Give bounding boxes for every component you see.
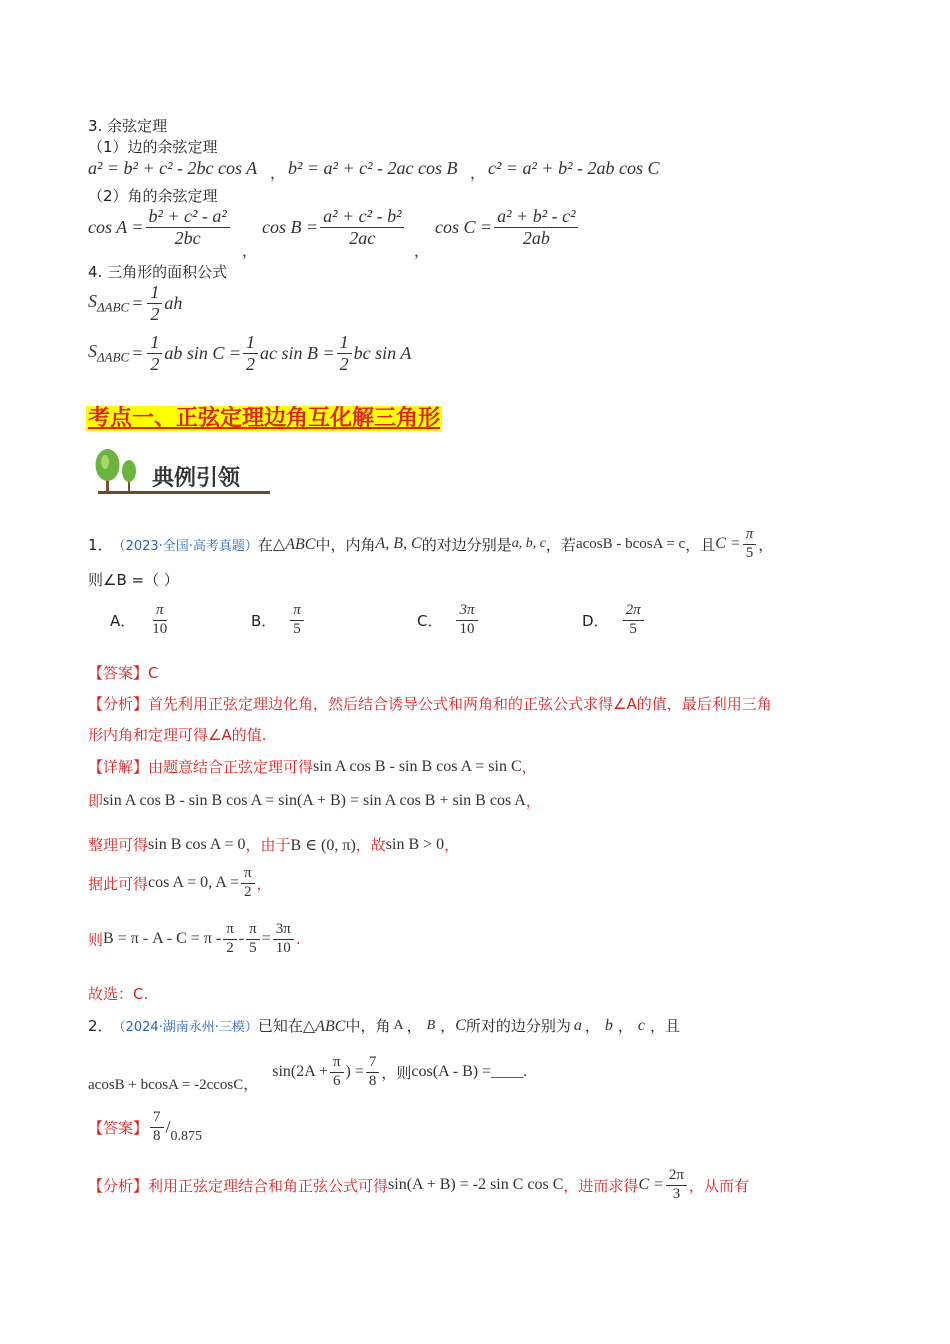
option-numerator: 3π	[456, 603, 477, 621]
detail-math: sin A cos B - sin B cos A = sin(A + B) = sin A cos B + sin B cos A	[103, 791, 526, 809]
q1-detail-line-5	[88, 922, 301, 957]
detail-fraction	[246, 922, 260, 957]
half-denominator: 2	[339, 353, 349, 374]
q2-text-4: 所对的边分别为	[465, 1017, 571, 1035]
analysis-tag: 【分析】	[88, 1176, 149, 1195]
q1-option-a[interactable]	[110, 603, 172, 638]
separator-comma: ，	[470, 164, 486, 182]
half-fraction	[243, 333, 258, 374]
cosine-law-equation-a: a² = b² + c² - 2bc cos A	[88, 158, 258, 178]
analysis-tag: 【分析】	[88, 695, 149, 713]
option-fraction	[290, 603, 304, 638]
section-3-title: 3. 余弦定理	[88, 117, 168, 135]
area-s: S	[88, 341, 97, 362]
q1-c-fraction	[743, 527, 757, 562]
option-numerator: π	[153, 603, 167, 621]
option-numerator: 2π	[623, 603, 644, 621]
detail-end: ，	[525, 792, 541, 810]
answer-fraction	[150, 1110, 164, 1145]
detail-end: ，	[444, 836, 460, 854]
cosA-denominator: 2bc	[174, 227, 201, 248]
detail-denominator: 10	[275, 939, 291, 956]
detail-fraction	[223, 922, 237, 957]
q1-text-3: 的对边分别是	[421, 535, 512, 554]
q2-denominator: 6	[332, 1072, 341, 1089]
half-numerator: 1	[147, 283, 162, 304]
q1-number: 1．	[88, 535, 113, 554]
analysis-text: 利用正弦定理结合和角正弦公式可得	[148, 1176, 389, 1195]
q2-triangle: △ABC	[302, 1017, 346, 1035]
detail-equals: =	[261, 930, 271, 948]
q1-text-6: ，	[758, 535, 774, 554]
q2-condition-2-post: ) =	[345, 1063, 364, 1080]
answer-tag: 【答案】	[88, 664, 149, 682]
q1-c-numerator: π	[743, 527, 757, 545]
detail-text: 则	[88, 930, 104, 949]
half-denominator: 2	[150, 303, 160, 324]
cosC-denominator: 2ab	[522, 227, 550, 248]
q2-numerator: π	[330, 1055, 344, 1073]
q2-text-2: 中，角	[345, 1017, 391, 1035]
q2-side-b: b	[604, 1016, 613, 1034]
q2-answer	[88, 1110, 202, 1145]
q2-source: （2024·湖南永州·三模）	[112, 1020, 258, 1035]
detail-text: 整理可得	[88, 836, 149, 854]
q1-source: （2023·全国·高考真题）	[112, 538, 258, 554]
q1-c-denominator: 5	[745, 544, 754, 561]
q1-text-4: ，若	[545, 535, 576, 554]
half-fraction	[147, 283, 162, 324]
half-numerator: 1	[147, 333, 162, 354]
area2-part-c: bc sin A	[353, 342, 412, 363]
q2-dot: .	[523, 1063, 528, 1080]
option-denominator: 5	[293, 620, 301, 637]
q2-text-3: ，	[440, 1017, 456, 1035]
detail-math: B ∈ (0, π)	[290, 836, 356, 854]
detail-fraction	[273, 922, 294, 957]
analysis-math: sin(A + B) = -2 sin C cos C	[388, 1176, 564, 1194]
q2-sep: ，	[406, 1017, 422, 1035]
section-4-title: 4. 三角形的面积公式	[88, 263, 228, 281]
cosA-lhs: cos A =	[88, 216, 144, 237]
answer-slash: /	[165, 1116, 171, 1137]
analysis-denominator: 3	[672, 1185, 681, 1202]
q1-choose: 故选：C.	[88, 985, 149, 1003]
topic-heading-text: 考点一、正弦定理边角互化解三角形	[88, 406, 441, 431]
cosB-fraction	[320, 207, 404, 248]
detail-end: ，	[256, 874, 272, 893]
half-denominator: 2	[246, 353, 256, 374]
q2-number: 2．	[88, 1017, 113, 1035]
detail-text: 由题意结合正弦定理可得	[148, 758, 314, 776]
option-letter: A．	[110, 611, 136, 630]
area-formula-2	[88, 333, 411, 374]
q2-condition-1: acosB + bcosA = -2ccosC	[88, 1077, 244, 1093]
subsection-side-cosine: （1）边的余弦定理	[88, 138, 218, 156]
q2-conditions	[88, 1050, 527, 1094]
detail-math: sin B > 0	[385, 835, 445, 853]
option-letter: C．	[417, 611, 443, 630]
q1-detail-line-2	[88, 790, 541, 811]
area-subscript: ΔABC	[97, 299, 130, 315]
q1-triangle: △ABC	[272, 536, 316, 554]
detail-text: ，由于	[245, 836, 291, 854]
q2-sep: ，	[584, 1017, 600, 1035]
separator-comma: ，	[414, 242, 430, 260]
q2-denominator: 8	[368, 1072, 377, 1089]
area2-part-b: ac sin B =	[260, 342, 335, 363]
area-symbol	[88, 341, 129, 366]
cosine-law-equation-c: c² = a² + b² - 2ab cos C	[488, 158, 660, 178]
analysis-text: 首先利用正弦定理边化角，然后结合诱导公式和两角和的正弦公式求得∠A的值，最后利用三角	[148, 695, 772, 713]
area-formula-1	[88, 283, 182, 324]
area-subscript: ΔABC	[97, 349, 130, 365]
badge-title: 典例引领	[152, 466, 241, 491]
equals-sign: =	[131, 342, 144, 363]
q1-c-lhs: C =	[715, 535, 741, 553]
q1-option-c[interactable]	[417, 603, 480, 638]
option-denominator: 10	[152, 620, 168, 637]
detail-end: .	[295, 930, 301, 949]
q2-pi-over-6	[330, 1055, 344, 1090]
detail-numerator: π	[223, 922, 237, 940]
detail-math: sin A cos B - sin B cos A = sin C	[313, 757, 522, 775]
answer-value: C	[148, 664, 159, 682]
detail-denominator: 2	[226, 939, 234, 956]
q2-sep: ，	[617, 1017, 633, 1035]
cosA-numerator: b² + c² - a²	[146, 207, 230, 228]
q1-text-1: 在	[257, 535, 273, 554]
cosA-fraction	[146, 207, 230, 248]
q1-analysis	[88, 693, 772, 714]
detail-numerator: π	[241, 866, 255, 884]
q1-text-2: 中，内角	[315, 535, 376, 554]
detail-denominator: 2	[244, 883, 252, 900]
q2-stem	[88, 1015, 680, 1036]
q1-text-5: ，且	[685, 535, 716, 554]
half-denominator: 2	[150, 353, 160, 374]
separator-comma: ，	[242, 242, 258, 260]
q2-text-6: ，则	[381, 1063, 412, 1082]
answer-numerator: 7	[150, 1110, 164, 1128]
q1-detail-line-3	[88, 834, 459, 855]
separator-comma: ，	[270, 164, 286, 182]
analysis-c: C =	[638, 1176, 664, 1194]
cosB-numerator: a² + c² - b²	[320, 207, 404, 228]
detail-math: sin B cos A = 0	[148, 835, 246, 853]
area-symbol	[88, 291, 129, 316]
q2-ask: cos(A - B) =	[411, 1063, 492, 1080]
q1-stem-line-2: 则∠B =（ ）	[88, 571, 179, 589]
answer-decimal: 0.875	[170, 1128, 203, 1144]
q1-condition: acosB - bcosA = c	[575, 535, 686, 552]
cosC-lhs: cos C =	[435, 216, 493, 237]
q2-numerator: 7	[366, 1055, 380, 1073]
q2-angle-b: B	[426, 1017, 436, 1033]
tree-highlight	[101, 455, 109, 469]
option-numerator: π	[290, 603, 304, 621]
q2-blank[interactable]: ____	[491, 1063, 524, 1080]
cosB-lhs: cos B =	[262, 216, 319, 237]
q2-side-a: a	[573, 1016, 582, 1034]
half-fraction	[147, 333, 162, 374]
half-fraction	[337, 333, 352, 374]
q1-angles: A, B, C	[375, 535, 422, 553]
detail-tag: 【详解】	[88, 758, 149, 776]
option-letter: D．	[582, 611, 609, 630]
cosC-fraction	[494, 207, 578, 248]
area2-part-a: ab sin C =	[164, 342, 242, 363]
half-numerator: 1	[337, 333, 352, 354]
q2-angle-a: A	[393, 1017, 404, 1033]
cosC-numerator: a² + b² - c²	[494, 207, 578, 228]
detail-minus: -	[238, 930, 245, 948]
q2-condition-2-pre: sin(2A +	[272, 1063, 328, 1080]
cosine-law-equation-b: b² = a² + c² - 2ac cos B	[288, 158, 458, 178]
q2-text-1: 已知在	[257, 1017, 303, 1035]
detail-text: ，故	[355, 836, 386, 854]
analysis-text: ，进而求得	[563, 1176, 639, 1195]
q1-detail-line-1	[88, 756, 537, 777]
q2-angle-c: C	[455, 1016, 466, 1034]
detail-numerator: 3π	[273, 922, 294, 940]
option-fraction	[149, 603, 170, 638]
detail-math: B = π - A - C = π -	[103, 930, 222, 948]
cosB-denominator: 2ac	[349, 227, 376, 248]
topic-heading	[86, 401, 442, 432]
detail-text: 即	[88, 792, 104, 810]
q1-sides: a, b, c	[511, 536, 546, 552]
area1-rest: ah	[164, 292, 183, 313]
equals-sign: =	[131, 292, 144, 313]
half-numerator: 1	[243, 333, 258, 354]
detail-math: cos A = 0, A =	[148, 874, 239, 892]
q1-option-b[interactable]	[251, 603, 306, 638]
option-denominator: 10	[459, 620, 475, 637]
analysis-text: ，从而有	[688, 1176, 749, 1195]
answer-tag: 【答案】	[88, 1118, 149, 1137]
q1-option-d[interactable]	[582, 603, 646, 638]
option-fraction	[456, 603, 477, 638]
q2-text-5: ，且	[650, 1017, 681, 1035]
option-letter: B．	[251, 611, 277, 630]
answer-denominator: 8	[153, 1127, 161, 1144]
q1-stem	[88, 527, 773, 562]
cosB-formula	[262, 207, 406, 248]
detail-text: 据此可得	[88, 874, 149, 893]
analysis-fraction	[666, 1168, 687, 1203]
area-s: S	[88, 291, 97, 312]
detail-fraction	[241, 866, 255, 901]
q2-sep: ，	[243, 1075, 259, 1093]
subsection-angle-cosine: （2）角的余弦定理	[88, 187, 218, 205]
q1-detail-line-4	[88, 866, 272, 901]
detail-denominator: 5	[249, 939, 257, 956]
cosC-formula	[435, 207, 580, 248]
small-tree-crown	[122, 460, 136, 482]
q1-analysis-line-2: 形内角和定理可得∠A的值.	[88, 726, 267, 744]
option-fraction	[623, 603, 644, 638]
cosA-formula	[88, 207, 232, 248]
q1-answer	[88, 662, 159, 683]
q2-analysis	[88, 1168, 749, 1203]
example-badge	[88, 447, 270, 499]
option-denominator: 5	[629, 620, 637, 637]
analysis-numerator: 2π	[666, 1168, 687, 1186]
q2-seven-eighths	[366, 1055, 380, 1090]
detail-numerator: π	[246, 922, 260, 940]
q2-side-c: c	[637, 1016, 646, 1034]
detail-end: ，	[521, 758, 537, 776]
